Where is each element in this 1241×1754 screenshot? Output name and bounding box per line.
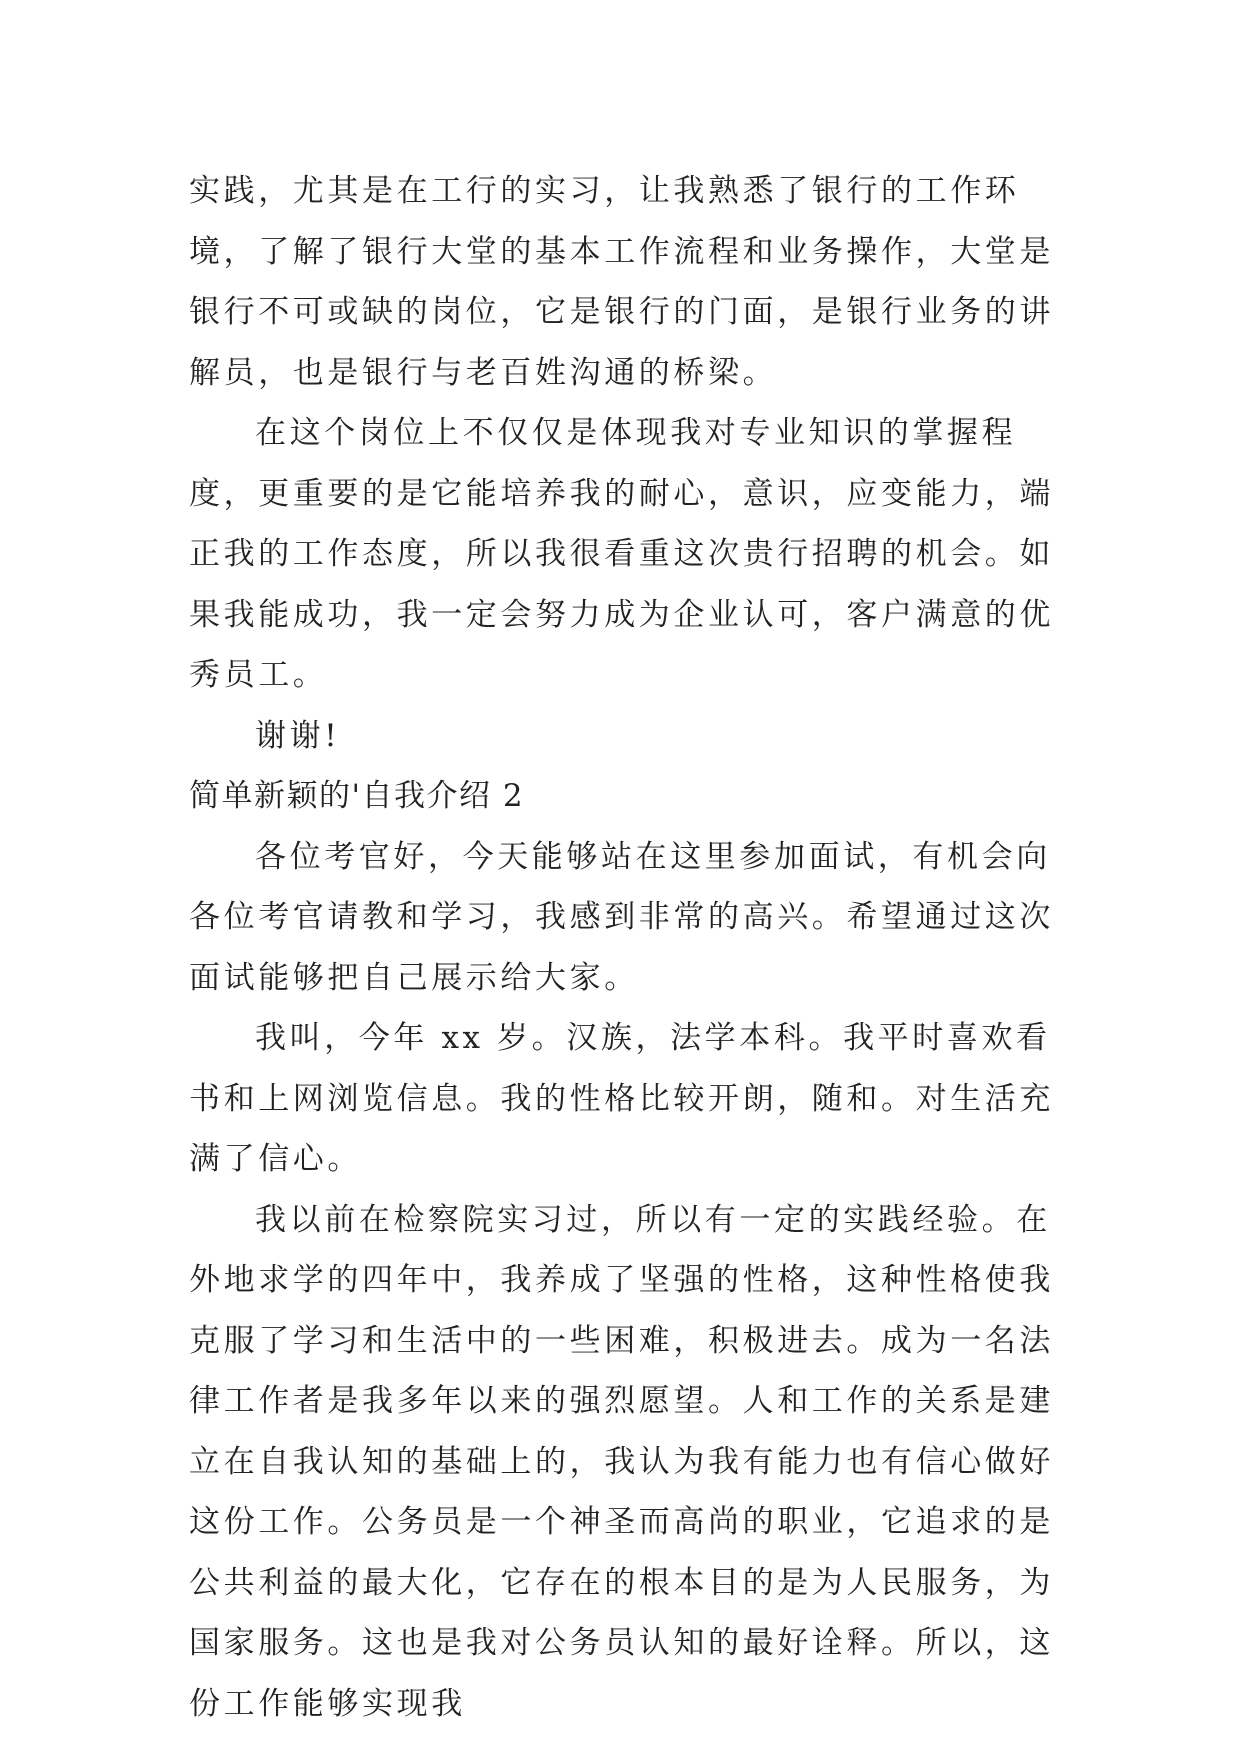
paragraph-greeting: 各位考官好，今天能够站在这里参加面试，有机会向各位考官请教和学习，我感到非常的高兴。希望通过这次面试能够把自己展示给大家。 xyxy=(189,838,1054,996)
document-body xyxy=(189,161,1069,1734)
paragraph-continuation: 实践，尤其是在工行的实习，让我熟悉了银行的工作环境，了解了银行大堂的基本工作流程和业务操作，大堂是银行不可或缺的岗位，它是银行的门面，是银行业务的讲解员，也是银行与老百姓沟通的桥梁。 xyxy=(189,173,1054,391)
paragraph-thanks: 谢谢! xyxy=(255,717,341,754)
paragraph-experience: 我以前在检察院实习过，所以有一定的实践经验。在外地求学的四年中，我养成了坚强的性格，这种性格使我克服了学习和生活中的一些困难，积极进去。成为一名法律工作者是我多年以来的强烈愿望。人和工作的关系是建立在自我认知的基础上的，我认为我有能力也有信心做好这份工作。公务员是一个神圣而高尚的职业，它追求的是公共利益的最大化，它存在的根本目的是为人民服务，为国家服务。这也是我对公务员认知的最好诠释。所以，这份工作能够实现我 xyxy=(189,1201,1054,1722)
paragraph-position-value: 在这个岗位上不仅仅是体现我对专业知识的掌握程度，更重要的是它能培养我的耐心，意识，应变能力，端正我的工作态度，所以我很看重这次贵行招聘的机会。如果我能成功，我一定会努力成为企业认可，客户满意的优秀员工。 xyxy=(189,415,1054,693)
section-heading: 简单新颖的'自我介绍 2 xyxy=(189,778,525,814)
paragraph-personal-info: 我叫，今年 xx 岁。汉族，法学本科。我平时喜欢看书和上网浏览信息。我的性格比较开朗，随和。对生活充满了信心。 xyxy=(189,1020,1054,1177)
